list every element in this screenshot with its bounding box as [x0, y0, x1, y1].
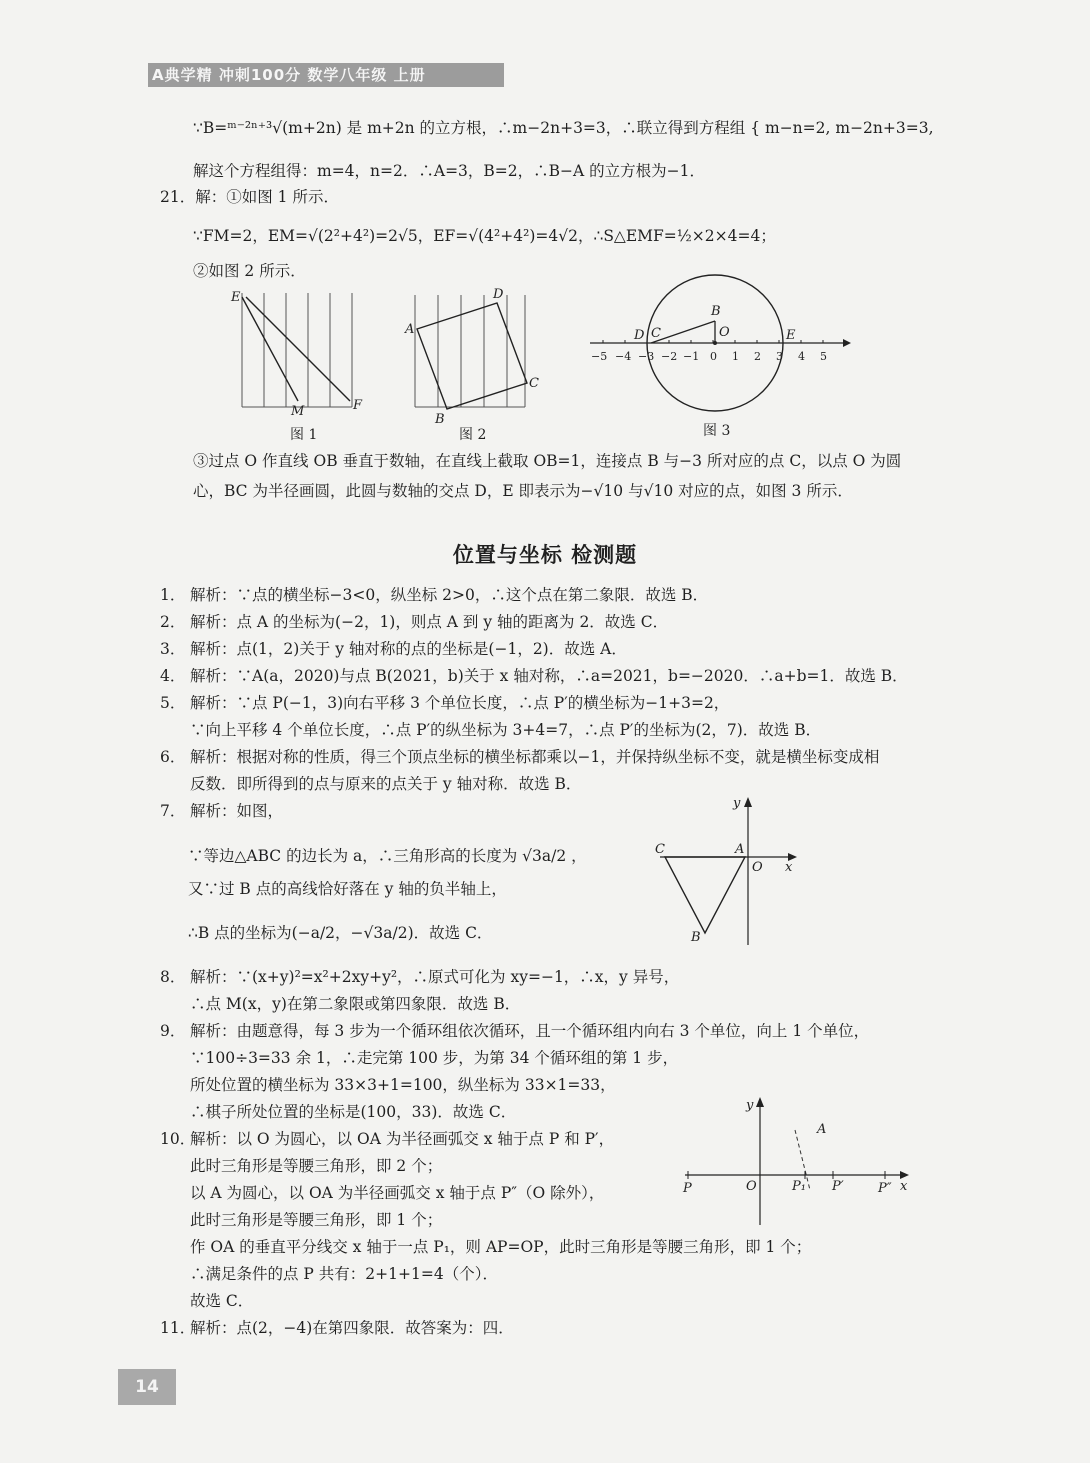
answer-item: 8． 解析：∵(x+y)²=x²+2xy+y²，∴原式可化为 xy=−1，∴x，y 异号，	[160, 968, 680, 986]
page-number: 14	[118, 1369, 176, 1405]
q21-step3-line-a: ③过点 O 作直线 OB 垂直于数轴，在直线上截取 OB=1，连接点 B 与−3 所对应的点 C，以点 O 为圆	[193, 452, 902, 470]
q10-label-p1: P₁	[792, 1179, 806, 1194]
figure-3-caption: 图 3	[703, 423, 731, 439]
fig2-label-b: B	[435, 412, 445, 427]
q10-label-y: y	[746, 1098, 754, 1113]
q10-label-p: P	[683, 1181, 692, 1196]
fig3-tick: 3	[776, 350, 783, 363]
fig1-label-e: E	[231, 290, 241, 305]
fig3-label-e: E	[786, 328, 796, 343]
figure-3-number-line	[585, 270, 855, 420]
q7-line-1: ∵等边△ABC 的边长为 a，∴三角形高的长度为 √3a/2 ，	[188, 847, 587, 865]
fig2-label-c: C	[529, 376, 539, 391]
fig3-tick: −5	[591, 350, 608, 363]
answer-item: 3． 解析：点(1，2)关于 y 轴对称的点的坐标是(−1，2)．故选 A．	[160, 640, 627, 658]
answer-item: 所处位置的横坐标为 33×3+1=100，纵坐标为 33×1=33，	[190, 1076, 616, 1094]
q7-line-3: ∴B 点的坐标为(−a/2，−√3a/2)．故选 C．	[188, 924, 493, 942]
fig3-tick: 0	[710, 350, 717, 363]
fig3-tick: −3	[638, 350, 655, 363]
fig3-label-d: D	[634, 328, 645, 343]
answer-item: 故选 C．	[190, 1292, 254, 1310]
fig1-label-f: F	[353, 398, 363, 413]
figure-1-caption: 图 1	[290, 427, 318, 443]
fig3-tick: 2	[754, 350, 761, 363]
fig3-tick: 1	[732, 350, 739, 363]
answer-item: 2． 解析：点 A 的坐标为(−2，1)，则点 A 到 y 轴的距离为 2．故选 C．	[160, 613, 669, 631]
q10-label-p-prime: P′	[832, 1179, 844, 1194]
section-title: 位置与坐标 检测题	[452, 543, 638, 567]
answer-item: ∵向上平移 4 个单位长度，∴点 P′的纵坐标为 3+4=7，∴点 P′的坐标为(2，7)．故选 B．	[190, 721, 822, 739]
answer-item: 9． 解析：由题意得，每 3 步为一个循环组依次循环，且一个循环组内向右 3 个单位，向上 1 个单位，	[160, 1022, 870, 1040]
answer-item: 反数．即所得到的点与原来的点关于 y 轴对称．故选 B．	[190, 775, 582, 793]
fig3-tick: −4	[615, 350, 632, 363]
answer-item: 4． 解析：∵A(a，2020)与点 B(2021，b)关于 x 轴对称，∴a=2021，b=−2020．∴a+b=1．故选 B．	[160, 667, 908, 685]
q7-label-a: A	[735, 842, 745, 857]
q7-label-b: B	[691, 930, 701, 945]
fig3-label-c: C	[651, 326, 661, 341]
fig3-tick: 4	[798, 350, 805, 363]
answer-item: 作 OA 的垂直平分线交 x 轴于一点 P₁，则 AP=OP，此时三角形是等腰三角形，即 1 个；	[190, 1238, 812, 1256]
fig3-tick: −2	[661, 350, 678, 363]
q7-label-c: C	[655, 842, 665, 857]
fig1-label-m: M	[291, 404, 305, 419]
answer-item: 11．解析：点(2，−4)在第四象限．故答案为：四．	[160, 1319, 514, 1337]
q7-label-o: O	[752, 860, 763, 875]
figure-2-grid	[400, 285, 550, 430]
answer-item: 6． 解析：根据对称的性质，得三个顶点坐标的横坐标都乘以−1，并保持纵坐标不变，就是横坐标变成相	[160, 748, 880, 766]
answer-item: ∴满足条件的点 P 共有：2+1+1=4（个）．	[190, 1265, 498, 1283]
q7-line-2: 又∵过 B 点的高线恰好落在 y 轴的负半轴上，	[188, 880, 507, 898]
q21-step3-line-b: 心，BC 为半径画圆，此圆与数轴的交点 D，E 即表示为−√10 与√10 对应的点，如图 3 所示．	[193, 482, 853, 500]
q10-label-x: x	[900, 1179, 908, 1194]
answer-item: 7． 解析：如图，	[160, 802, 284, 820]
fig2-label-a: A	[405, 322, 415, 337]
q10-label-o: O	[746, 1179, 757, 1194]
fig2-label-d: D	[493, 287, 504, 302]
answer-item: ∵100÷3=33 余 1，∴走完第 100 步，为第 34 个循环组的第 1 步，	[190, 1049, 679, 1067]
figure-q7-triangle	[645, 795, 805, 950]
q21-figure2-note: ②如图 2 所示．	[193, 262, 306, 280]
fig3-tick: 5	[820, 350, 827, 363]
answer-item: ∴点 M(x，y)在第二象限或第四象限．故选 B．	[190, 995, 521, 1013]
figure-2-caption: 图 2	[459, 427, 487, 443]
q7-label-x: x	[785, 860, 793, 875]
q21-heading: 21．解：①如图 1 所示．	[160, 188, 339, 206]
answer-item: 10．解析：以 O 为圆心，以 OA 为半径画弧交 x 轴于点 P 和 P′，	[160, 1130, 615, 1148]
q10-label-p-double-prime: P″	[878, 1181, 892, 1196]
answer-item: ∴棋子所处位置的坐标是(100，33)．故选 C．	[190, 1103, 517, 1121]
fig3-label-o: O	[719, 325, 730, 340]
q7-label-y: y	[733, 796, 741, 811]
fig3-tick: −1	[683, 350, 700, 363]
answer-item: 1． 解析：∵点的横坐标−3<0，纵坐标 2>0，∴这个点在第二象限．故选 B．	[160, 586, 709, 604]
answer-item: 5． 解析：∵点 P(−1，3)向右平移 3 个单位长度，∴点 P′的横坐标为−1+3=2，	[160, 694, 730, 712]
answer-item: 此时三角形是等腰三角形，即 1 个；	[190, 1211, 443, 1229]
solve-system-line: 解这个方程组得：m=4，n=2．∴A=3，B=2，∴B−A 的立方根为−1．	[193, 162, 706, 180]
fig3-label-b: B	[711, 304, 721, 319]
answer-item: 以 A 为圆心，以 OA 为半径画弧交 x 轴于点 P″（O 除外），	[190, 1184, 605, 1202]
figure-q10-axes	[680, 1095, 915, 1230]
cube-root-line: ∵B=ᵐ⁻²ⁿ⁺³√(m+2n) 是 m+2n 的立方根，∴m−2n+3=3，∴联立得到方程组 { m−n=2, m−2n+3=3,	[193, 119, 934, 137]
answer-item: 此时三角形是等腰三角形，即 2 个；	[190, 1157, 443, 1175]
figure-1-grid	[225, 285, 365, 430]
q10-label-a: A	[817, 1122, 827, 1137]
book-banner: A典学精 冲刺100分 数学八年级 上册	[148, 63, 504, 87]
q21-calculation: ∵FM=2，EM=√(2²+4²)=2√5，EF=√(4²+4²)=4√2，∴S△EMF=½×2×4=4；	[193, 227, 776, 245]
